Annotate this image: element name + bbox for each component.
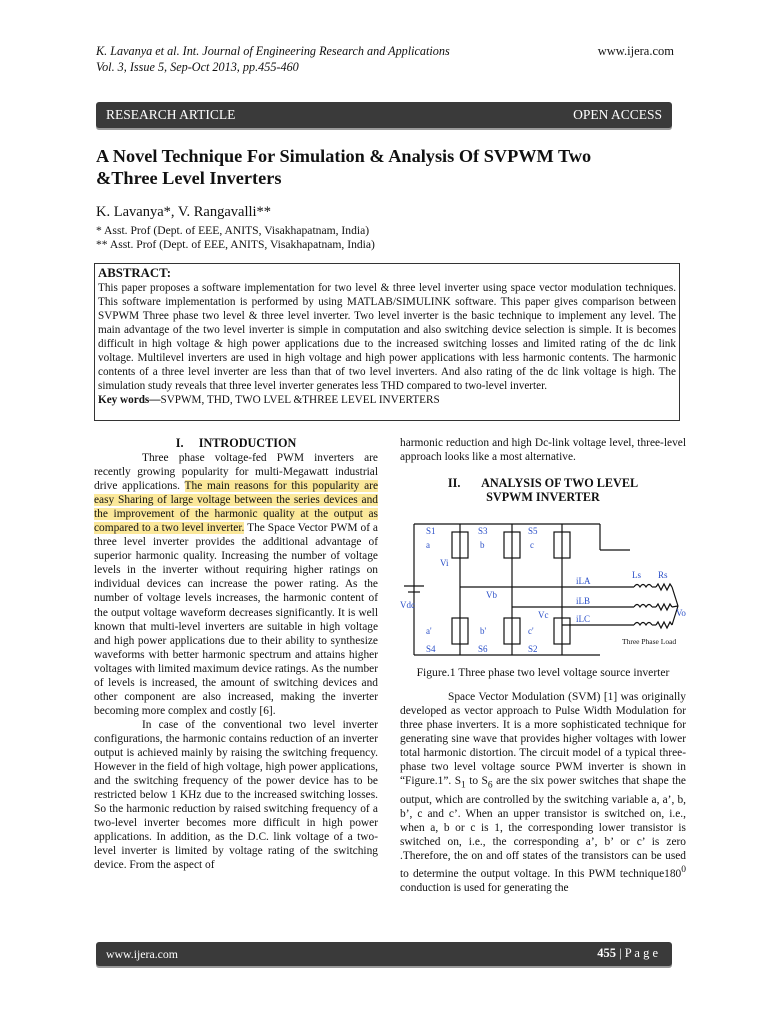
keywords	[98, 393, 676, 407]
ilc-label: iLC	[576, 614, 591, 625]
paper-title	[96, 145, 686, 189]
citation-line-2: Vol. 3, Issue 5, Sep-Oct 2013, pp.455-460	[96, 60, 299, 74]
s4-label: S4	[426, 644, 436, 655]
intro-p1-end: The Space Vector PWM of a three level inverter provides the additional advantage of superior harmonic quality. Increasing the number of voltage levels in the inverter without requiring higher ratings on individual devices can increase the power rating. As the number of voltage levels increases, the harmonic content of the output voltage waveform decreases significantly. It is well known that multi-level inverters are suitable in high voltage and high power applications due to their ability to synthesize waveforms with better harmonic spectrum and attains higher voltages with limited maximum device ratings. As the number of levels is increased, the amount of switching devices and other component are also increased, making the inverter becoming more complex and costly [6].	[94, 522, 378, 717]
switch-b-label: b	[480, 540, 485, 551]
citation-line-1: K. Lavanya et al. Int. Journal of Engineering Research and Applications	[96, 44, 450, 58]
s2-label: S2	[528, 644, 538, 655]
rs-label: Rs	[658, 570, 668, 581]
inverter-circuit-figure	[400, 512, 686, 662]
continued-paragraph: harmonic reduction and high Dc-link voltage level, three-level approach looks like a most alternative.	[400, 437, 686, 464]
affiliation-1: * Asst. Prof (Dept. of EEE, ANITS, Visakhapatnam, India)	[96, 224, 370, 237]
right-column	[400, 436, 686, 895]
running-header	[96, 43, 676, 75]
intro-paragraph-2: In case of the conventional two level inverter configurations, the harmonic contains reduction of an inverter output is achieved mainly by raising the switching frequency. However in the field of high voltage, high power applications, and the switching frequency of the power device has to be restricted below 1 KHz due to the increased switching losses. So the harmonic reduction by raised switching frequency of a two-level inverter becomes more difficult in high power applications. In addition, as the D.C. link voltage of a two-level inverter is limited by voltage rating of the switching device. From the aspect of	[94, 718, 378, 872]
ls-label: Ls	[632, 570, 641, 581]
intro-paragraph-1	[94, 451, 378, 718]
switch-c-label: c	[530, 540, 534, 551]
svm-paragraph	[400, 690, 686, 895]
three-phase-load-label: Three Phase Load	[622, 637, 677, 647]
left-column	[94, 436, 378, 872]
figure-caption: Figure.1 Three phase two level voltage source inverter	[416, 666, 670, 680]
svm-p-start: Space Vector Modulation (SVM) [1] was originally developed as vector approach to Pulse Width Modulation for three phase inverters. It is a more sophisticated technique for generating sine wave that provides higher voltages with lower total harmonic distortion. The circuit model of a typical three-phase two level voltage source PWM inverter is shown in “Figure.1”. S	[400, 691, 686, 788]
page-footer	[96, 942, 672, 966]
header-website-link[interactable]: www.ijera.com	[597, 44, 674, 58]
vo-label: Vo	[676, 608, 686, 619]
abstract-body: This paper proposes a software implementation for two level & three level inverter using space vector modulation techniques. This software implementation is performed by using MATLAB/SIMULINK software. This paper gives comparison between SVPWM Three phase two level & three level inverter. Two level inverter is the basic technique to implement any level. The main advantage of the two level inverter is simple in computation and also switching device selection is simple. It is becomes difficult in high voltage & high power applications due to the increased switching losses and limited rating of the dc link voltage. Multilevel inverters are used in high voltage and high power applications with less harmonic contents. The harmonic contents of a three level inverter are less than that of two level inverters. And also rating of the dc link voltage is high. The simulation study reveals that three level inverter generates less THD compared to two-level inverter.	[98, 282, 676, 392]
s5-label: S5	[528, 526, 538, 537]
section-2-heading-line-1: II. ANALYSIS OF TWO LEVEL	[447, 476, 639, 491]
title-line-1: A Novel Technique For Simulation & Analysis Of SVPWM Two	[96, 146, 592, 166]
vb-label: Vb	[486, 590, 497, 601]
abstract-heading: ABSTRACT:	[98, 266, 172, 280]
vi-label: Vi	[440, 558, 449, 569]
title-line-2: &Three Level Inverters	[96, 168, 282, 188]
s1-label: S1	[426, 526, 436, 537]
authors: K. Lavanya*, V. Rangavalli**	[96, 204, 272, 220]
keywords-text: SVPWM, THD, TWO LVEL &THREE LEVEL INVERTERS	[160, 394, 440, 406]
section-2-heading-line-2: SVPWM INVERTER	[486, 490, 600, 505]
abstract-box	[94, 263, 680, 421]
page-number-value: 455	[597, 946, 617, 960]
affiliation-2: ** Asst. Prof (Dept. of EEE, ANITS, Visakhapatnam, India)	[96, 238, 375, 251]
svm-p-to: to S	[465, 775, 488, 788]
research-article-label: RESEARCH ARTICLE	[106, 107, 236, 122]
s3-label: S3	[478, 526, 488, 537]
footer-website-link[interactable]: www.ijera.com	[106, 947, 178, 961]
page-number	[597, 946, 658, 961]
circuit-diagram	[400, 512, 686, 662]
article-type-band	[96, 102, 672, 128]
vdc-label: Vdc	[400, 600, 415, 611]
highlighted-text[interactable]: The main reasons for this popularity are easy Sharing of large voltage between the series devices and the improvement of the harmonic quality at the output as compared to a two level inverter.	[94, 480, 379, 535]
svm-p-middle: are the six power switches that shape the output, which are controlled by the switching variable a, a’, b, b’, c and c’. When an upper transistor is switched on, i.e., when a, b or c is 1, the corresponding lower transistor is switched on, i.e., the corresponding a’, b’ or c’ is zero .Therefore, the on and off states of the transistors can be used to determine the output voltage. In this PWM technique180	[400, 775, 686, 880]
open-access-label: OPEN ACCESS	[573, 107, 662, 122]
page-label: | P a g e	[616, 946, 658, 960]
svm-p-end: conduction is used for generating the	[400, 881, 569, 894]
s6-label: S6	[478, 644, 488, 655]
ila-label: iLA	[576, 576, 591, 587]
switch-a-label: a	[426, 540, 430, 551]
switch-c-prime-label: c'	[528, 626, 534, 637]
switch-b-prime-label: b'	[480, 626, 487, 637]
superscript-0: 0	[681, 864, 686, 875]
subscript-6: 6	[487, 780, 493, 791]
intro-heading: I. INTRODUCTION	[175, 436, 297, 450]
vc-label: Vc	[538, 610, 549, 621]
switch-a-prime-label: a'	[426, 626, 432, 637]
subscript-1: 1	[461, 780, 466, 791]
keywords-label: Key words—	[98, 394, 161, 406]
intro-p1-start: Three phase voltage-fed PWM inverters are recently growing popularity for multi-Megawatt industrial drive applications.	[94, 452, 378, 493]
ilb-label: iLB	[576, 596, 591, 607]
